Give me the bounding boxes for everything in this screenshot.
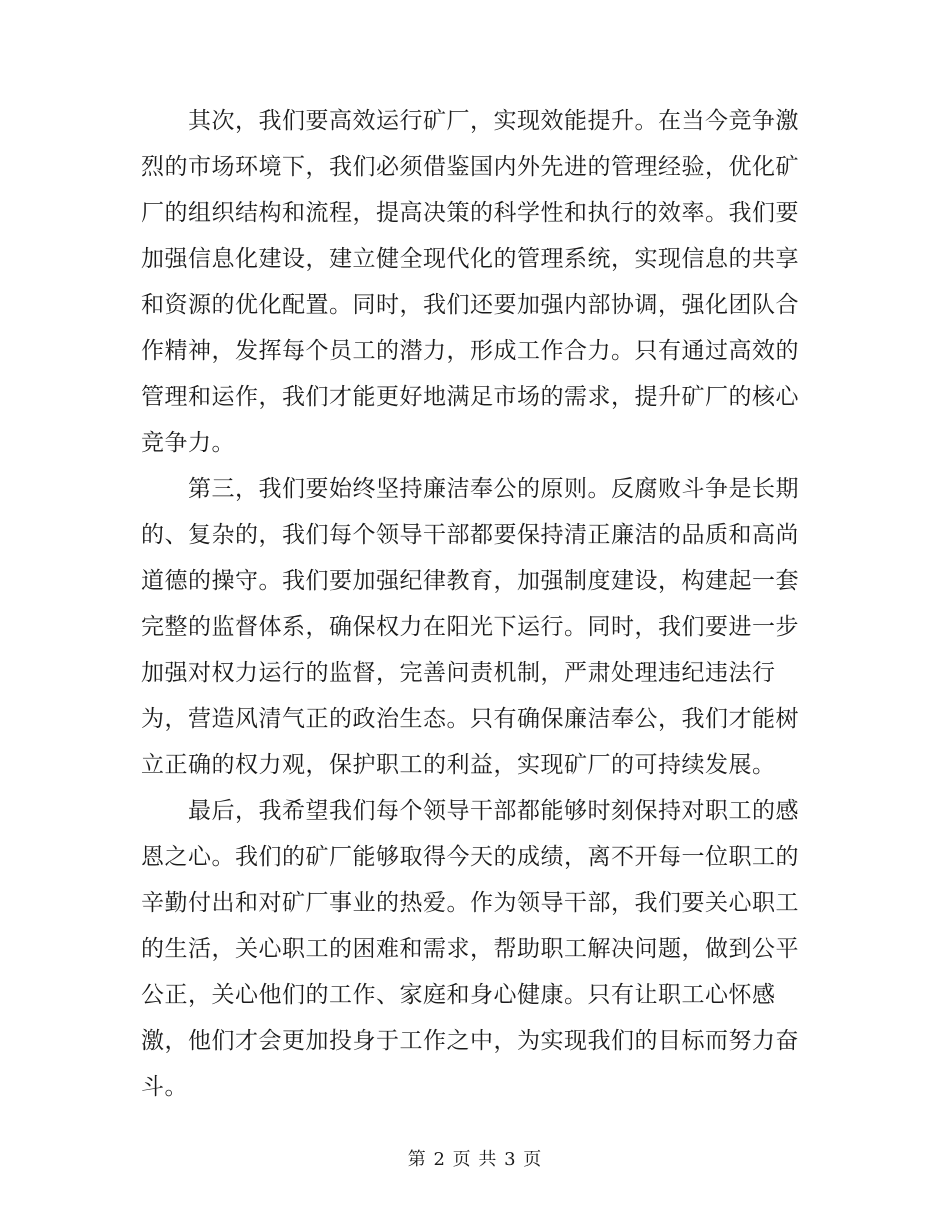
paragraph-line: 立正确的权力观，保护职工的利益，实现矿厂的可持续发展。 <box>141 752 776 778</box>
paragraph-line: 烈的市场环境下，我们必须借鉴国内外先进的管理经验，优化矿 <box>141 154 799 180</box>
paragraph-line: 加强对权力运行的监督，完善问责机制，严肃处理违纪违法行 <box>141 660 776 686</box>
paragraph-line: 辛勤付出和对矿厂事业的热爱。作为领导干部，我们要关心职工 <box>141 890 799 916</box>
paragraph-line: 厂的组织结构和流程，提高决策的科学性和执行的效率。我们要 <box>141 200 799 226</box>
paragraph-line: 其次，我们要高效运行矿厂，实现效能提升。在当今竞争激 <box>188 108 799 134</box>
paragraph-line: 的、复杂的，我们每个领导干部都要保持清正廉洁的品质和高尚 <box>141 522 799 548</box>
paragraph-line: 加强信息化建设，建立健全现代化的管理系统，实现信息的共享 <box>141 246 799 272</box>
paragraph-line: 第三，我们要始终坚持廉洁奉公的原则。反腐败斗争是长期 <box>188 476 799 502</box>
paragraph-line: 道德的操守。我们要加强纪律教育，加强制度建设，构建起一套 <box>141 568 799 594</box>
paragraph-line: 的生活，关心职工的困难和需求，帮助职工解决问题，做到公平 <box>141 936 799 962</box>
paragraph-line: 和资源的优化配置。同时，我们还要加强内部协调，强化团队合 <box>141 292 799 318</box>
paragraph-line: 公正，关心他们的工作、家庭和身心健康。只有让职工心怀感 <box>141 982 776 1008</box>
paragraph-line: 完整的监督体系，确保权力在阳光下运行。同时，我们要进一步 <box>141 614 799 640</box>
paragraph-line: 竞争力。 <box>141 430 235 456</box>
paragraph-line: 为，营造风清气正的政治生态。只有确保廉洁奉公，我们才能树 <box>141 706 799 732</box>
paragraph-line: 斗。 <box>141 1074 188 1100</box>
paragraph-line: 管理和运作，我们才能更好地满足市场的需求，提升矿厂的核心 <box>141 384 799 410</box>
paragraph-line: 作精神，发挥每个员工的潜力，形成工作合力。只有通过高效的 <box>141 338 799 364</box>
paragraph-line: 最后，我希望我们每个领导干部都能够时刻保持对职工的感 <box>188 798 799 824</box>
paragraph-line: 恩之心。我们的矿厂能够取得今天的成绩，离不开每一位职工的 <box>141 844 799 870</box>
page-number-footer: 第 2 页 共 3 页 <box>407 1149 543 1170</box>
paragraph-line: 激，他们才会更加投身于工作之中，为实现我们的目标而努力奋 <box>141 1028 799 1054</box>
